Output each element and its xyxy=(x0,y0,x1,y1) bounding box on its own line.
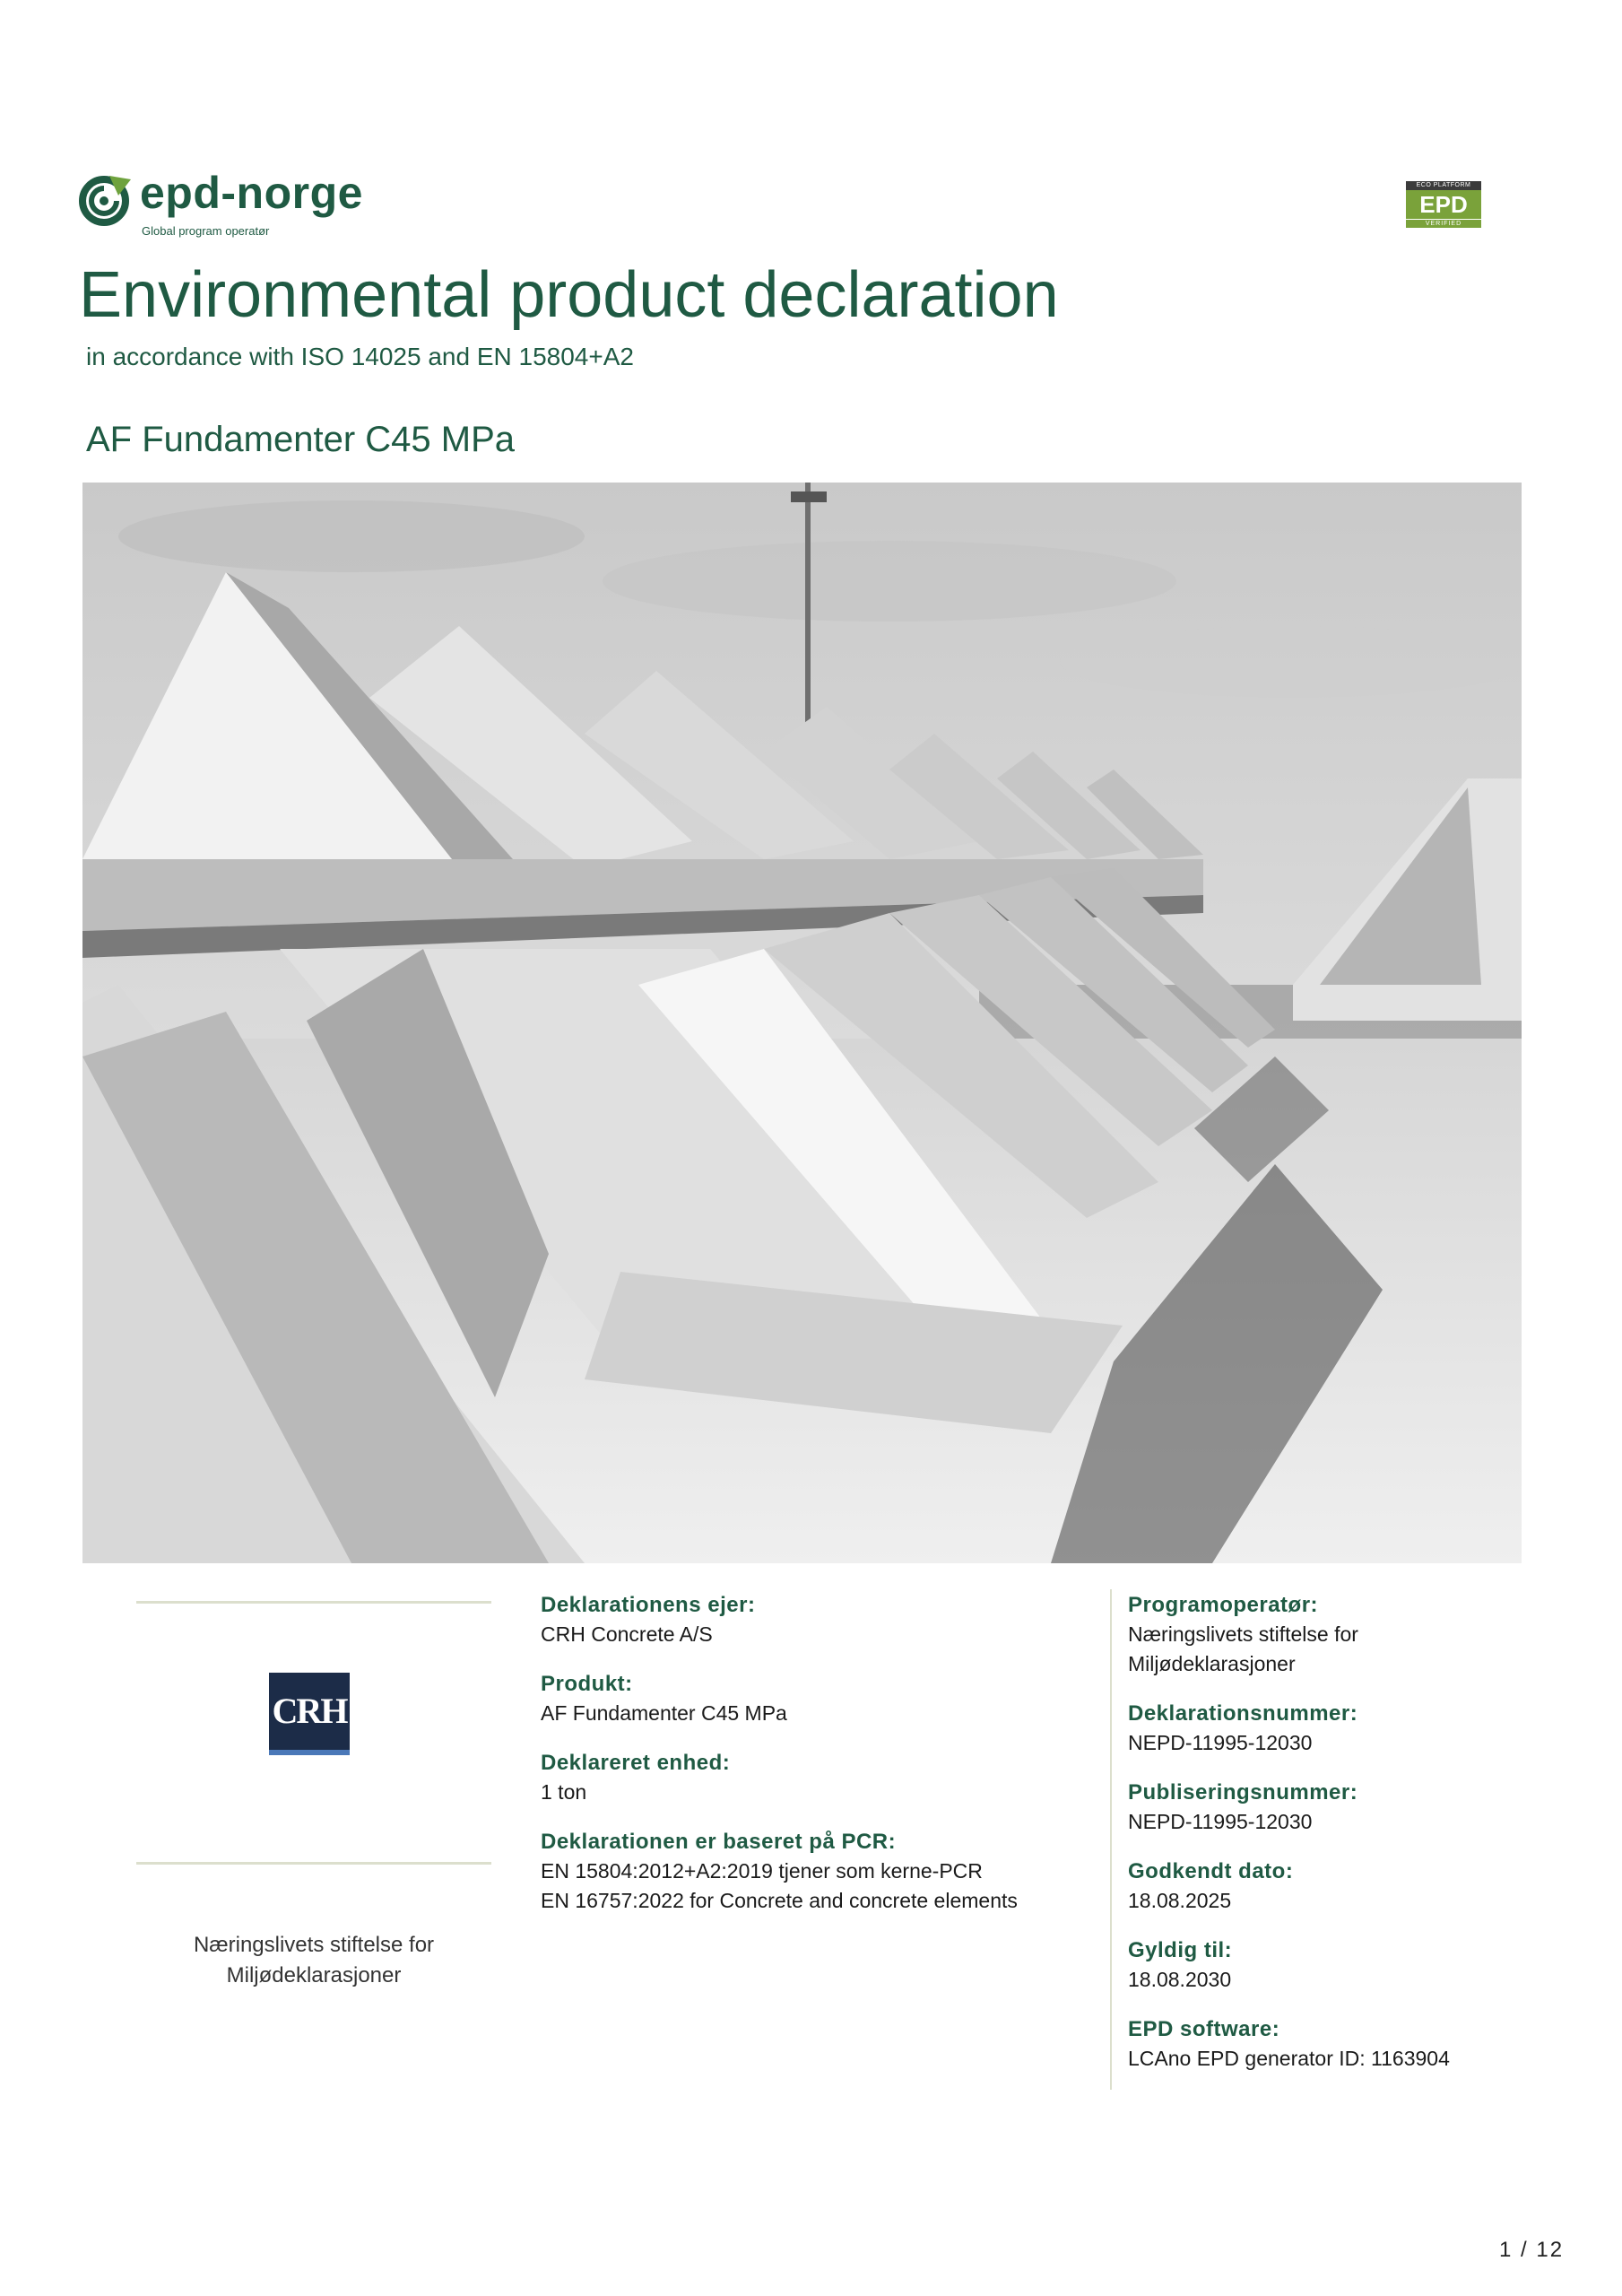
valid-until-field xyxy=(1128,1935,1540,1995)
publication-number-field xyxy=(1128,1778,1540,1837)
logo-wordmark: epd-norge xyxy=(140,168,363,218)
pcr-line-2: EN 16757:2022 for Concrete and concrete elements xyxy=(541,1889,1018,1912)
product-value: AF Fundamenter C45 MPa xyxy=(541,1701,787,1725)
badge-bottom-text: VERIFIED xyxy=(1406,219,1481,228)
program-details xyxy=(1128,1590,1540,2093)
page-indicator: 1 / 12 xyxy=(1499,2238,1565,2262)
column-divider xyxy=(1110,1589,1112,2090)
epd-software-value: LCAno EPD generator ID: 1163904 xyxy=(1128,2047,1450,2070)
program-operator-line-2: Miljødeklarasjoner xyxy=(1128,1652,1296,1675)
declared-unit-value: 1 ton xyxy=(541,1780,587,1804)
divider-bottom xyxy=(136,1862,491,1865)
approved-date-value: 18.08.2025 xyxy=(1128,1889,1232,1912)
epd-norge-logo xyxy=(77,170,418,242)
program-operator-label: Programoperatør: xyxy=(1128,1593,1319,1617)
product-label: Produkt: xyxy=(541,1672,633,1696)
valid-until-label: Gyldig til: xyxy=(1128,1938,1233,1962)
publication-number-value: NEPD-11995-12030 xyxy=(1128,1810,1313,1833)
program-operator-line-1: Næringslivets stiftelse for xyxy=(1128,1622,1358,1646)
publication-number-label: Publiseringsnummer: xyxy=(1128,1780,1358,1805)
product-heading: AF Fundamenter C45 MPa xyxy=(86,420,515,459)
declaration-number-label: Deklarationsnummer: xyxy=(1128,1701,1358,1726)
badge-main-text: EPD xyxy=(1406,190,1481,219)
valid-until-value: 18.08.2030 xyxy=(1128,1968,1232,1991)
declared-unit-label: Deklareret enhed: xyxy=(541,1751,731,1775)
epd-software-field xyxy=(1128,2014,1540,2074)
pcr-value xyxy=(541,1857,1079,1916)
owner-value: CRH Concrete A/S xyxy=(541,1622,713,1646)
declaration-number-field xyxy=(1128,1699,1540,1758)
epd-norge-logo-icon xyxy=(77,170,134,228)
program-operator-field xyxy=(1128,1590,1540,1679)
program-operator-value xyxy=(1128,1620,1540,1679)
pcr-label: Deklarationen er baseret på PCR: xyxy=(541,1830,897,1854)
declared-unit-field xyxy=(541,1748,1079,1807)
org-name-line-1: Næringslivets stiftelse for xyxy=(193,1933,435,1957)
page-subtitle: in accordance with ISO 14025 and EN 15804+A2 xyxy=(86,343,634,370)
declaration-details xyxy=(541,1590,1079,1935)
eco-platform-epd-verified-badge xyxy=(1406,181,1481,228)
owner-label: Deklarationens ejer: xyxy=(541,1593,756,1617)
pcr-line-1: EN 15804:2012+A2:2019 tjener som kerne-PCR xyxy=(541,1859,983,1883)
owner-field xyxy=(541,1590,1079,1649)
logo-tagline: Global program operatør xyxy=(142,224,270,238)
approved-date-field xyxy=(1128,1857,1540,1916)
product-photo xyxy=(82,483,1522,1563)
divider-top xyxy=(136,1601,491,1604)
org-name-line-2: Miljødeklarasjoner xyxy=(226,1963,402,1987)
program-operator-name xyxy=(143,1930,484,1991)
page-title: Environmental product declaration xyxy=(79,259,1059,331)
approved-date-label: Godkendt dato: xyxy=(1128,1859,1294,1883)
declaration-number-value: NEPD-11995-12030 xyxy=(1128,1731,1313,1754)
product-field xyxy=(541,1669,1079,1728)
epd-software-label: EPD software: xyxy=(1128,2017,1280,2041)
badge-top-text: ECO PLATFORM xyxy=(1406,181,1481,190)
pcr-field xyxy=(541,1827,1079,1916)
crh-company-logo: CRH xyxy=(269,1673,350,1755)
